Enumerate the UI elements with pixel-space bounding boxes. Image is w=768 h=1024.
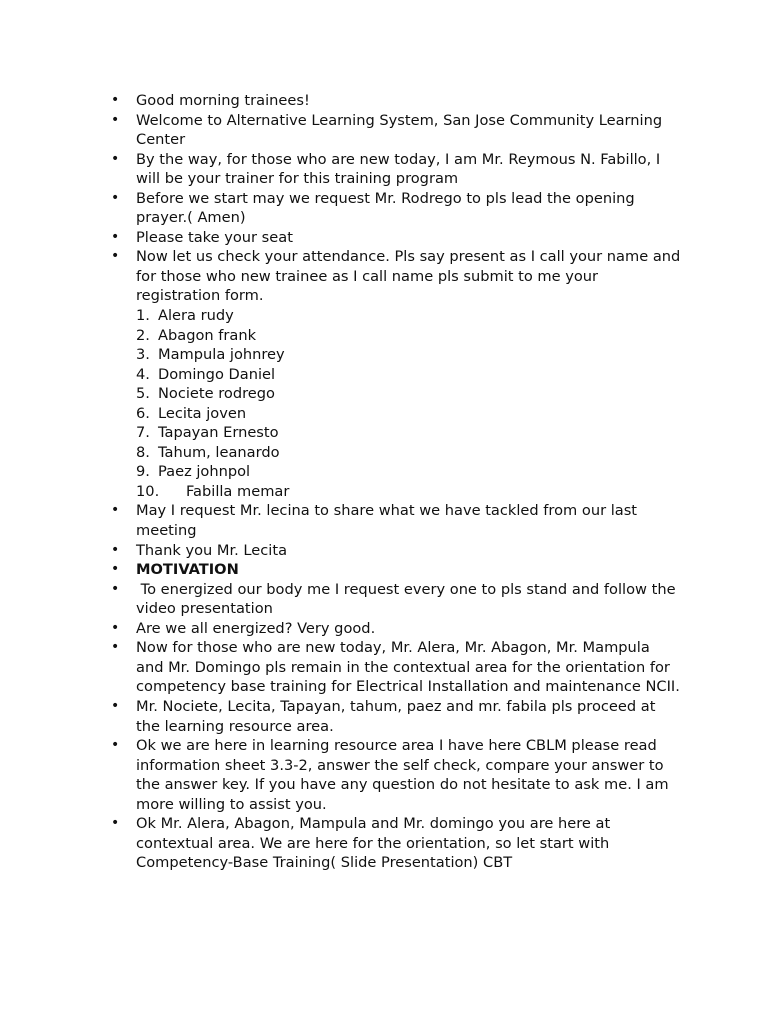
trainee-name: Paez johnpol: [158, 463, 251, 481]
list-item: [0, 111, 681, 150]
attendance-row: [0, 365, 681, 385]
trainee-name: Tahum, leanardo: [158, 443, 280, 461]
item-text: To energized our body me I request every one to pls stand and follow the video presentation: [136, 580, 681, 618]
item-text: Thank you Mr. Lecita: [136, 541, 288, 559]
attendance-row: [0, 462, 681, 482]
bullet: •: [111, 248, 120, 265]
item-text: Now let us check your attendance. Pls say present as I call your name and for those who new trainee as I call name pls submit to me your registration form.: [136, 248, 685, 305]
attendance-row: [0, 345, 681, 365]
attendance-row: [0, 443, 681, 463]
list-item: [0, 501, 681, 540]
item-text: Now for those who are new today, Mr. Alera, Mr. Abagon, Mr. Mampula and Mr. Domingo pls remain in the contextual area for the orientation for competency base training for Electrical Installation and maintenance NCII.: [136, 639, 680, 696]
trainee-name: Alera rudy: [158, 307, 234, 325]
bullet: •: [111, 111, 120, 128]
row-number: 5.: [136, 385, 150, 403]
list-item: [0, 189, 681, 228]
item-text: Welcome to Alternative Learning System, San Jose Community Learning Center: [136, 111, 667, 149]
attendance-row: [0, 482, 709, 502]
item-text: Please take your seat: [136, 228, 293, 246]
bullet: •: [111, 92, 120, 108]
list-item: [0, 150, 681, 189]
list-item: [0, 697, 681, 736]
bullet: •: [111, 639, 120, 656]
bullet: •: [111, 697, 120, 714]
row-number: 10.: [136, 482, 160, 500]
item-text: Are we all energized? Very good.: [136, 619, 376, 637]
trainee-name: Domingo Daniel: [158, 365, 276, 383]
list-item: [0, 541, 681, 561]
list-item: [0, 228, 681, 248]
bullet: •: [111, 561, 120, 578]
bullet: •: [111, 189, 120, 206]
row-number: 7.: [136, 424, 150, 442]
bullet: •: [111, 502, 120, 519]
list-item: [0, 91, 681, 111]
bullet: •: [111, 228, 120, 245]
list-item: [0, 638, 681, 697]
list-item: [0, 736, 681, 814]
row-number: 3.: [136, 346, 150, 364]
list-item: [0, 560, 681, 580]
trainee-name: Abagon frank: [158, 326, 257, 344]
row-number: 4.: [136, 365, 150, 383]
bullet: •: [111, 815, 120, 832]
document-page: [0, 91, 768, 873]
item-text: Mr. Nociete, Lecita, Tapayan, tahum, paez and mr. fabila pls proceed at the learning resource area.: [136, 697, 661, 735]
row-number: 1.: [136, 307, 150, 325]
trainee-name: Fabilla memar: [186, 482, 290, 500]
list-item: [0, 247, 685, 306]
item-text: May I request Mr. lecina to share what we have tackled from our last meeting: [136, 502, 642, 540]
attendance-row: [0, 384, 681, 404]
item-text: Ok Mr. Alera, Abagon, Mampula and Mr. domingo you are here at contextual area. We are here for the orientation, so let start with Competency-Base Training( Slide Presentation) CBT: [136, 815, 615, 872]
trainee-name: Nociete rodrego: [158, 385, 275, 403]
trainee-name: Lecita joven: [158, 404, 247, 422]
bullet: •: [111, 580, 120, 597]
list-item: [0, 814, 681, 873]
item-text: By the way, for those who are new today, I am Mr. Reymous N. Fabillo, I will be your trainer for this training program: [136, 150, 665, 188]
attendance-row: [0, 404, 681, 424]
trainee-name: Tapayan Ernesto: [158, 424, 279, 442]
list-item: [0, 619, 681, 639]
bullet: •: [111, 619, 120, 636]
row-number: 2.: [136, 326, 150, 344]
row-number: 6.: [136, 404, 150, 422]
attendance-row: [0, 423, 681, 443]
bullet: •: [111, 737, 120, 754]
item-text: Before we start may we request Mr. Rodrego to pls lead the opening prayer.( Amen): [136, 189, 640, 227]
section-heading: MOTIVATION: [136, 561, 239, 579]
attendance-row: [0, 306, 681, 326]
bullet: •: [111, 541, 120, 558]
trainee-name: Mampula johnrey: [158, 346, 285, 364]
item-text: Ok we are here in learning resource area I have here CBLM please read information sheet 3.3-2, answer the self check, compare your answer to the answer key. If you have any question do not hesitate to ask me. I am more willing to assist you.: [136, 737, 674, 813]
list-item: [0, 580, 681, 619]
bullet: •: [111, 150, 120, 167]
item-text: Good morning trainees!: [136, 92, 310, 109]
attendance-row: [0, 326, 681, 346]
row-number: 9.: [136, 463, 150, 481]
row-number: 8.: [136, 443, 150, 461]
